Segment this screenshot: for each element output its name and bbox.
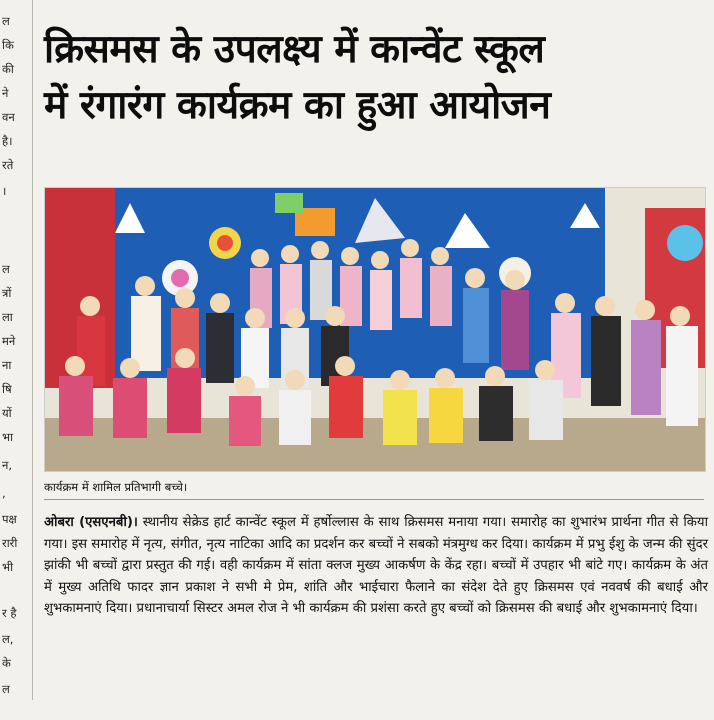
fragment-text: ना (2, 358, 12, 372)
fragment-text: ल (2, 682, 10, 696)
fragment-text: रते (2, 158, 14, 172)
article-paragraph: स्थानीय सेक्रेड हार्ट कान्वेंट स्कूल में हर्षोल्लास के साथ क्रिसमस मनाया गया। समारोह का शुभारंभ प्रार्थना गीत से किया गया। इस समारोह में नृत्य, संगीत, नृत्य नाटिका आदि का प्रदर्शन कर बच्चों ने सबको मंत्रमुग्ध कर दिया। कार्यक्रम में प्रभु ईशु के जन्म की सुंदर झांकी भी बच्चों द्वारा प्रस्तुत की गई। वही कार्यक्रम में सांता क्लज मुख्य आकर्षण के केंद्र रहा। बच्चों में उपहार भी बांटे गए। कार्यक्रम के अंत में मुख्य अतिथि फादर ज्ञान प्रकाश ने सभी मे प्रेम, शांति और भाईचारा फैलाने का संदेश देते हुए क्रिसमस एवं नववर्ष की बधाई और शुभकामनाएं दिया। प्रधानाचार्या सिस्टर अमल रोज ने भी कार्यक्रम की प्रशंसा करते हुए बच्चों को क्रिसमस की बधाई और शुभकामनाएं दिया। (44, 515, 708, 616)
fragment-text: की (2, 62, 14, 76)
group-photo-illustration (45, 188, 705, 471)
news-photo (44, 187, 706, 472)
fragment-text: ल (2, 262, 10, 276)
fragment-text: पक्ष (2, 512, 17, 526)
article-dateline: ओबरा (एसएनबी)। (44, 515, 138, 530)
fragment-text: कि (2, 38, 14, 52)
fragment-text: के (2, 656, 11, 670)
fragment-text: है। (2, 134, 13, 148)
headline-line-1: क्रिसमस के उपलक्ष्य में कान्वेंट स्कूल (44, 27, 545, 72)
fragment-text: भी (2, 560, 14, 574)
next-headline-fragment (44, 698, 708, 720)
fragment-text: मने (2, 334, 16, 348)
fragment-text: , (2, 486, 6, 500)
fragment-text: ला (2, 310, 13, 324)
article-headline (44, 22, 704, 134)
fragment-text: ल (2, 14, 10, 28)
column-divider (32, 0, 33, 700)
fragment-text: । (2, 184, 7, 198)
fragment-text: यों (2, 406, 12, 420)
caption-divider (44, 499, 704, 500)
top-cropped-text (44, 0, 704, 6)
fragment-text: र है (2, 606, 17, 620)
fragment-text: त्रों (2, 286, 12, 300)
headline-line-2: में रंगारंग कार्यक्रम का हुआ आयोजन (44, 83, 551, 128)
fragment-text: भा (2, 430, 14, 444)
fragment-text: न, (2, 458, 13, 472)
fragment-text: ने (2, 86, 9, 100)
fragment-text: रारी (2, 536, 18, 550)
fragment-text: षि (2, 382, 12, 396)
photo-caption: कार्यक्रम में शामिल प्रतिभागी बच्चे। (44, 480, 188, 494)
fragment-text: वन (2, 110, 15, 124)
fragment-text: ल, (2, 632, 14, 646)
article-body (44, 512, 708, 620)
adjacent-column-fragment (0, 0, 30, 720)
